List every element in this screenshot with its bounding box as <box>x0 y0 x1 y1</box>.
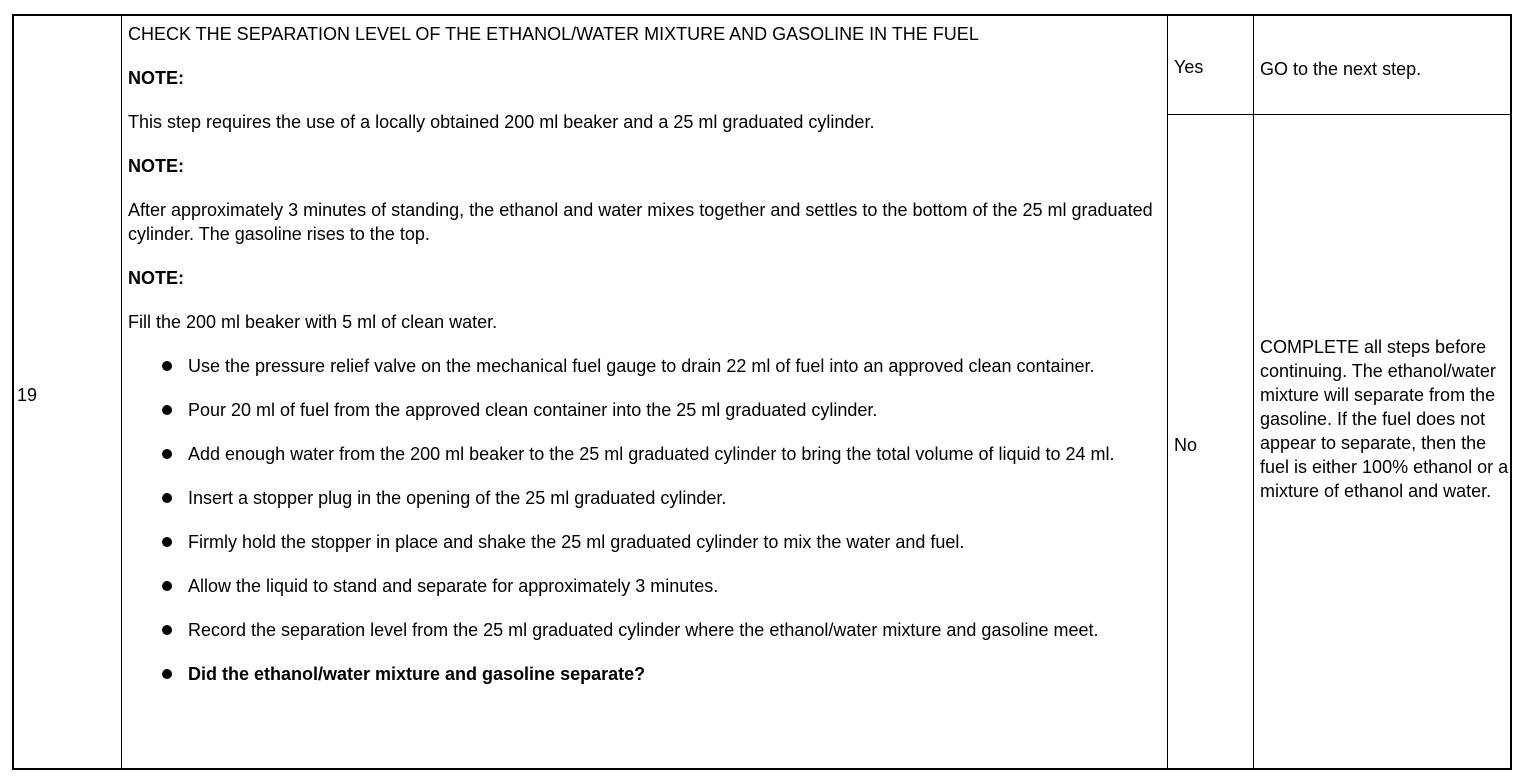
column-divider-step <box>121 16 122 768</box>
result-no-label: No <box>1174 435 1198 455</box>
note-text: This step requires the use of a locally obtained 200 ml beaker and a 25 ml graduated cylinder. <box>128 112 875 132</box>
list-item: Allow the liquid to stand and separate for approximately 3 minutes. <box>160 574 1158 598</box>
question-item: Did the ethanol/water mixture and gasoline separate? <box>160 662 1158 686</box>
note-label: NOTE: <box>128 68 184 88</box>
list-item: Add enough water from the 200 ml beaker to the 25 ml graduated cylinder to bring the total volume of liquid to 24 ml. <box>160 442 1158 466</box>
list-item: Use the pressure relief valve on the mechanical fuel gauge to drain 22 ml of fuel into an approved clean container. <box>160 354 1158 378</box>
list-item: Record the separation level from the 25 ml graduated cylinder where the ethanol/water mixture and gasoline meet. <box>160 618 1158 642</box>
result-yes-label: Yes <box>1174 57 1204 77</box>
step-title: CHECK THE SEPARATION LEVEL OF THE ETHANOL/WATER MIXTURE AND GASOLINE IN THE FUEL <box>128 24 979 44</box>
diagnostic-step-table <box>12 14 1512 770</box>
result-no-action: COMPLETE all steps before continuing. The ethanol/water mixture will separate from the gasoline. If the fuel does not appear to separate, then the fuel is either 100% ethanol or a mixture of ethanol and water. <box>1260 337 1509 501</box>
step-number: 19 <box>17 385 38 405</box>
row-divider-yes-no <box>1167 114 1510 115</box>
column-divider-result <box>1167 16 1168 768</box>
note-label: NOTE: <box>128 156 184 176</box>
note-label: NOTE: <box>128 268 184 288</box>
procedure-list <box>128 354 1158 686</box>
list-item: Insert a stopper plug in the opening of the 25 ml graduated cylinder. <box>160 486 1158 510</box>
list-item: Pour 20 ml of fuel from the approved clean container into the 25 ml graduated cylinder. <box>160 398 1158 422</box>
note-text: Fill the 200 ml beaker with 5 ml of clean water. <box>128 312 498 332</box>
step-content <box>128 22 1158 686</box>
list-item: Firmly hold the stopper in place and shake the 25 ml graduated cylinder to mix the water and fuel. <box>160 530 1158 554</box>
note-text: After approximately 3 minutes of standing, the ethanol and water mixes together and settles to the bottom of the 25 ml graduated cylinder. The gasoline rises to the top. <box>128 200 1153 244</box>
result-yes-action: GO to the next step. <box>1260 59 1422 79</box>
column-divider-action <box>1253 16 1254 768</box>
